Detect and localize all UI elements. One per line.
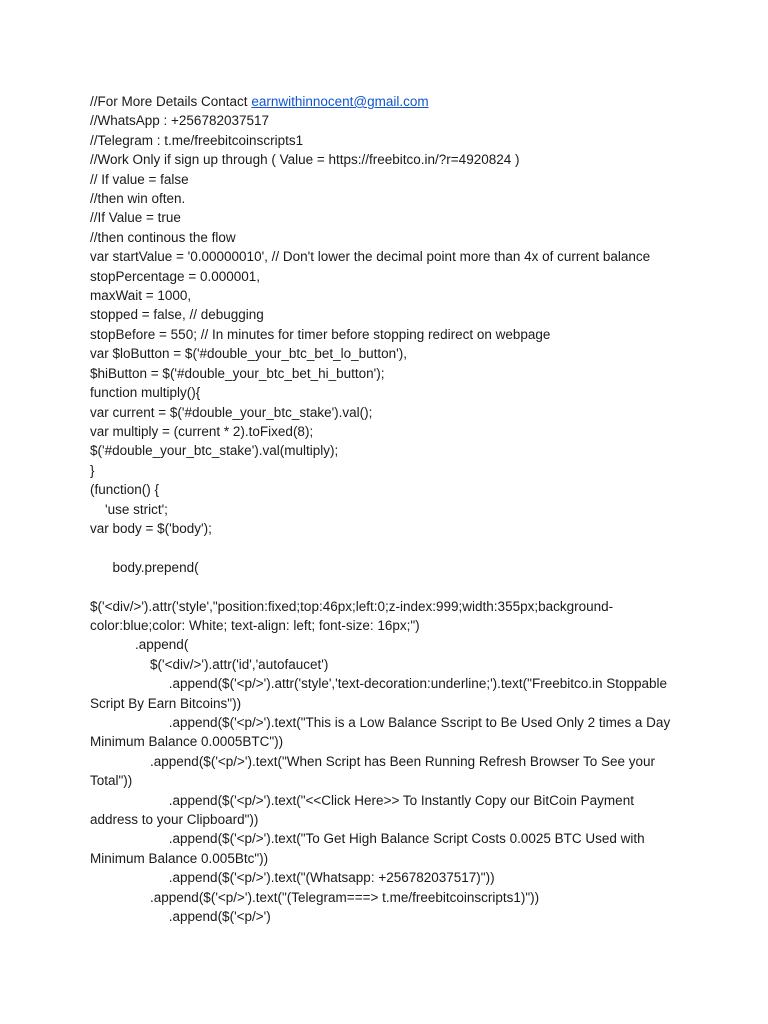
document-line: function multiply(){ [90,385,201,401]
contact-email-link[interactable]: earnwithinnocent@gmail.com [251,94,429,109]
document-line: 'use strict'; [90,501,168,517]
document-line: //Work Only if sign up through ( Value = https://freebitco.in/?r=4920824 ) [90,152,520,168]
contact-prefix: //For More Details Contact [90,94,252,109]
document-line: var current = $('#double_your_btc_stake').val(); [90,404,373,420]
document-line: //then win often. [90,191,186,207]
document-line: stopPercentage = 0.000001, [90,268,261,284]
document-line: var $loButton = $('#double_your_btc_bet_lo_button'), [90,346,408,362]
document-line: $('<div/>').attr('style',"position:fixed;top:46px;left:0;z-index:999;width:355px;background-color:blue;color: White; text-align: left; font-size: 16px;") [90,598,614,633]
document-line: body.prepend( [90,559,199,575]
document-line: .append($('<p/>').text("To Get High Balance Script Costs 0.0025 BTC Used with Minimum Balance 0.005Btc")) [90,831,649,866]
document-line: //WhatsApp : +256782037517 [90,113,270,129]
document-line: $('#double_your_btc_stake').val(multiply); [90,443,339,459]
document-line: // If value = false [90,171,189,187]
document-line [90,577,680,596]
document-line [90,538,680,557]
document-line: var body = $('body'); [90,520,212,536]
document-line: maxWait = 1000, [90,288,192,304]
document-line: .append($('<p/>').text("<<Click Here>> To Instantly Copy our BitCoin Payment address to your Clipboard")) [90,792,638,827]
document-line: //If Value = true [90,210,181,226]
document-line: var multiply = (current * 2).toFixed(8); [90,423,314,439]
document-line: .append($('<p/>').attr('style','text-decoration:underline;').text("Freebitco.in Stoppable Script By Earn Bitcoins")) [90,676,671,711]
document-line: $('<div/>').attr('id','autofaucet') [90,656,329,672]
document-body [90,92,680,926]
document-line: var startValue = '0.00000010', // Don't lower the decimal point more than 4x of current balance [90,249,651,265]
document-line: .append($('<p/>') [90,909,271,925]
document-line: .append($('<p/>').text("When Script has Been Running Refresh Browser To See your Total")) [90,753,659,789]
script-text-block [90,111,680,926]
document-line: .append($('<p/>').text("This is a Low Balance Sscript to Be Used Only 2 times a Day Minimum Balance 0.0005BTC")) [90,714,674,750]
document-line: (function() { [90,482,160,498]
document-line: stopped = false, // debugging [90,307,264,323]
contact-line [90,92,680,111]
document-line: //Telegram : t.me/freebitcoinscripts1 [90,132,304,148]
document-line: .append($('<p/>').text("(Whatsapp: +256782037517)")) [90,870,495,886]
document-line: //then continous the flow [90,229,236,245]
document-line: stopBefore = 550; // In minutes for timer before stopping redirect on webpage [90,326,551,342]
document-line: .append( [90,637,189,653]
document-line: $hiButton = $('#double_your_btc_bet_hi_button'); [90,365,385,381]
document-line: .append($('<p/>').text("(Telegram===> t.me/freebitcoinscripts1)")) [90,889,540,905]
document-line: } [90,462,95,478]
